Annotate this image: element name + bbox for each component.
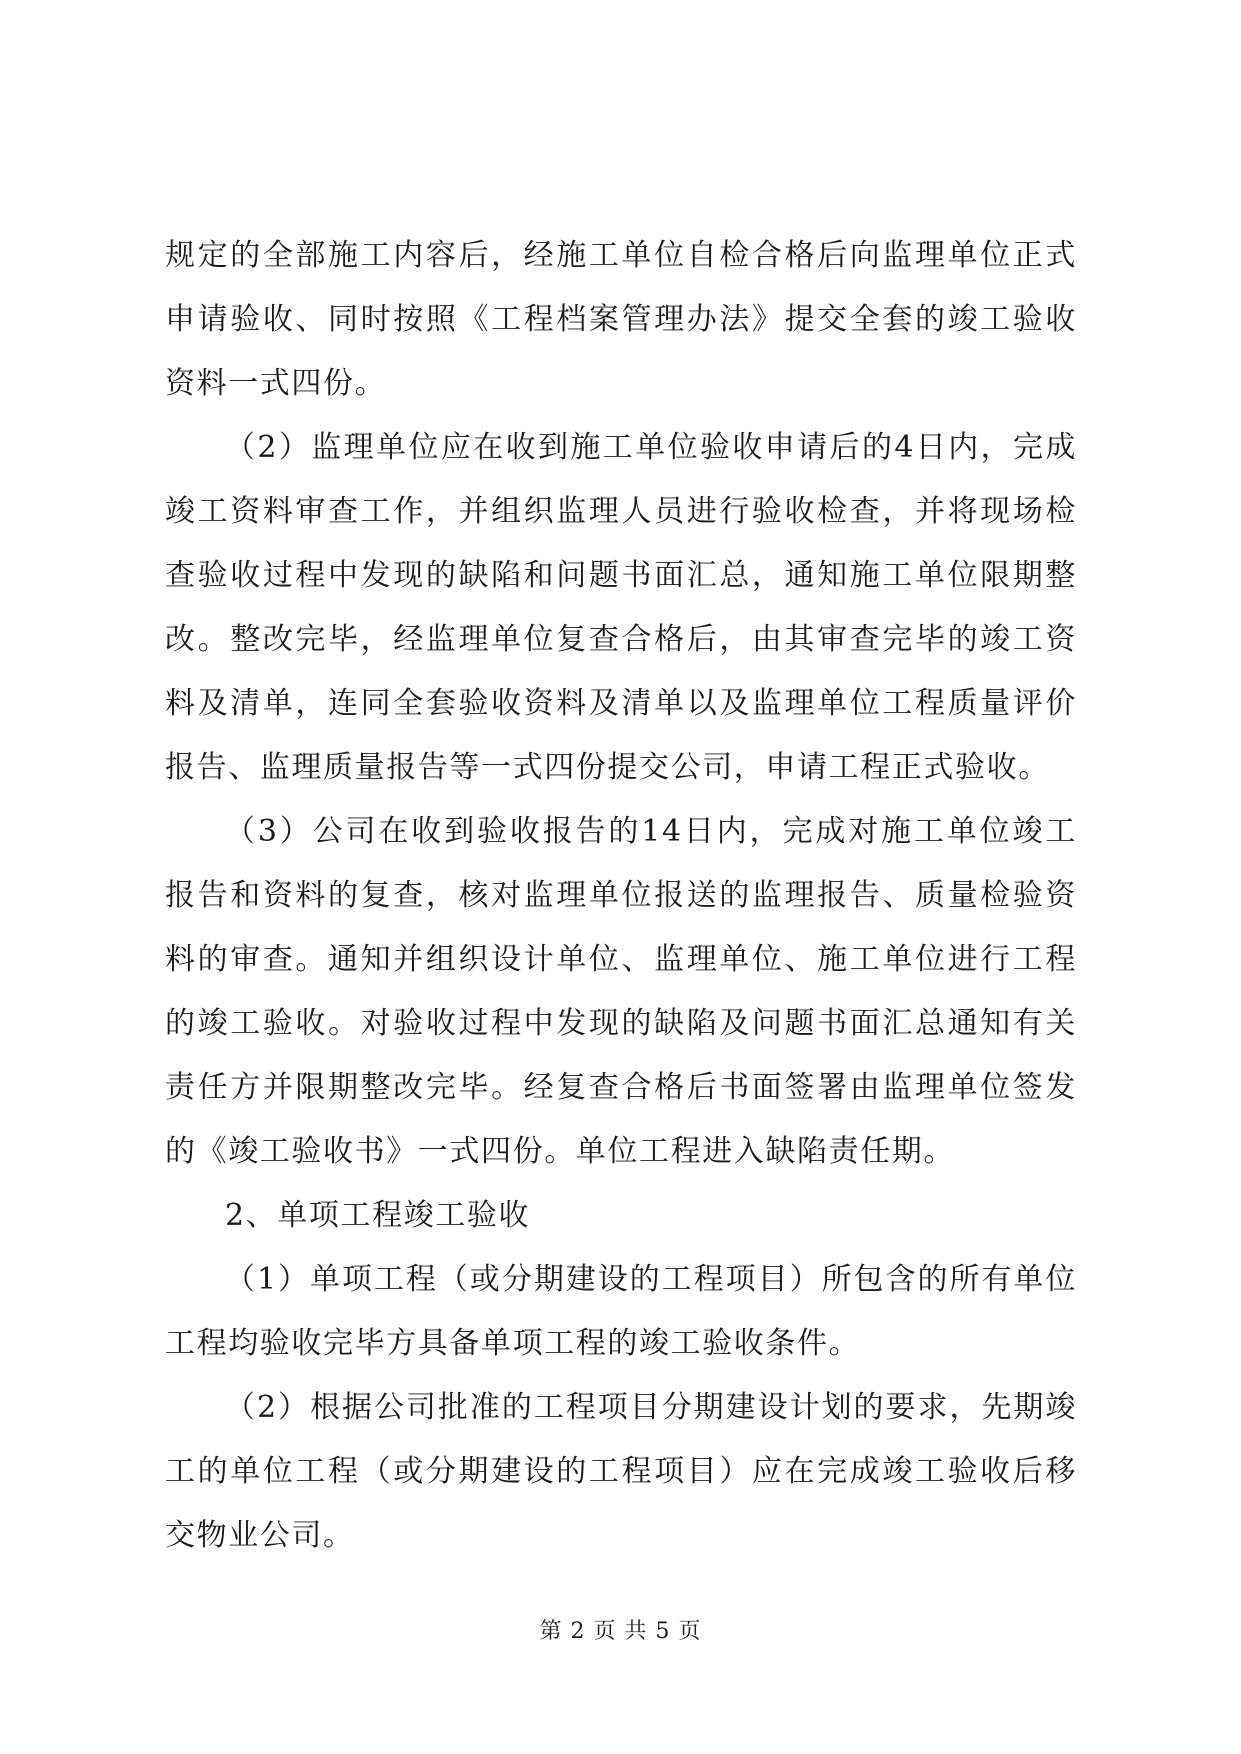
section-heading: 2、单项工程竣工验收	[225, 1198, 531, 1233]
paragraph-item-2b: （2）根据公司批准的工程项目分期建设计划的要求，先期竣工的单位工程（或分期建设的工程项目）应在完成竣工验收后移交物业公司。	[165, 1390, 1077, 1553]
paragraph-item-3: （3）公司在收到验收报告的14日内，完成对施工单位竣工报告和资料的复查，核对监理单位报送的监理报告、质量检验资料的审查。通知并组织设计单位、监理单位、施工单位进行工程的竣工验收。对验收过程中发现的缺陷及问题书面汇总通知有关责任方并限期整改完毕。经复查合格后书面签署由监理单位签发的《竣工验收书》一式四份。单位工程进入缺陷责任期。	[165, 814, 1077, 1169]
paragraph-item-2: （2）监理单位应在收到施工单位验收申请后的4日内，完成竣工资料审查工作，并组织监理人员进行验收检查，并将现场检查验收过程中发现的缺陷和问题书面汇总，通知施工单位限期整改。整改完毕，经监理单位复查合格后，由其审查完毕的竣工资料及清单，连同全套验收资料及清单以及监理单位工程质量评价报告、监理质量报告等一式四份提交公司，申请工程正式验收。	[165, 430, 1077, 785]
page-number-footer: 第 2 页 共 5 页	[539, 1619, 702, 1644]
paragraph-continuation: 规定的全部施工内容后，经施工单位自检合格后向监理单位正式申请验收、同时按照《工程档案管理办法》提交全套的竣工验收资料一式四份。	[165, 238, 1077, 401]
document-body	[165, 224, 1077, 1568]
paragraph-item-1: （1）单项工程（或分期建设的工程项目）所包含的所有单位工程均验收完毕方具备单项工程的竣工验收条件。	[165, 1262, 1077, 1361]
